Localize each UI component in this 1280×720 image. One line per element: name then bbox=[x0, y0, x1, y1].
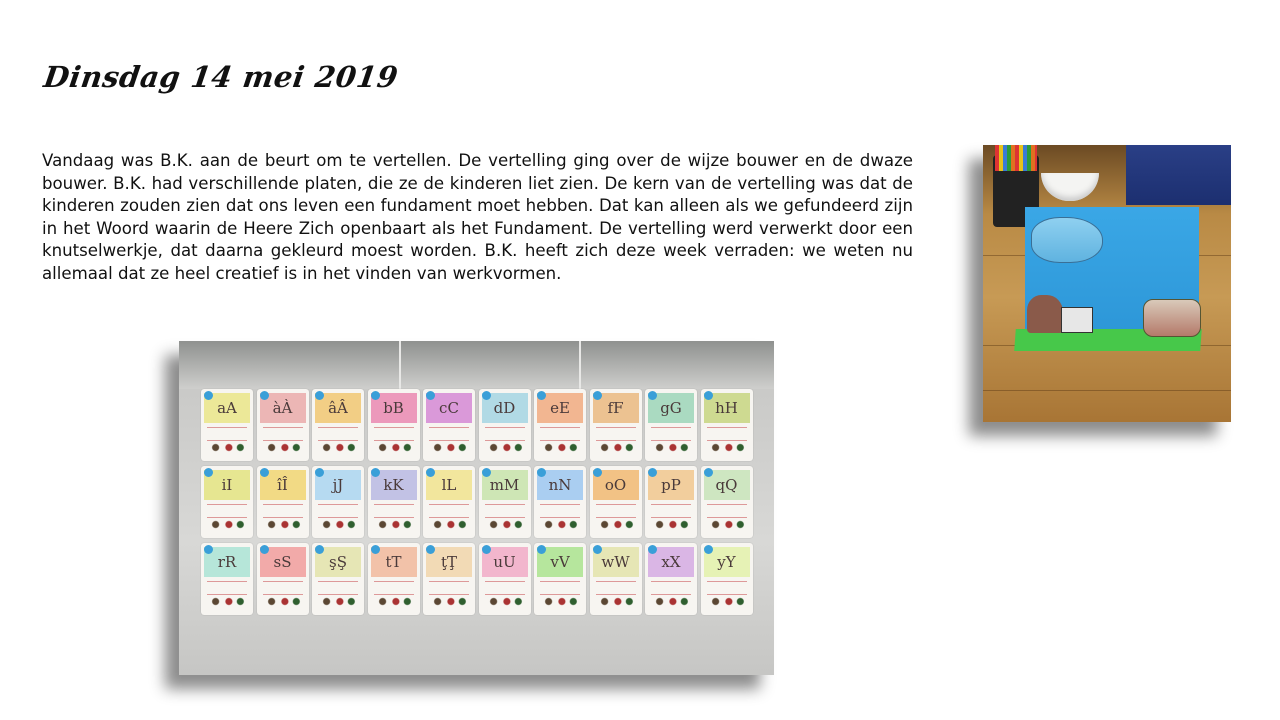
colored-pencils bbox=[995, 145, 1037, 171]
card-letters: mM bbox=[489, 476, 520, 494]
alphabet-card bbox=[479, 389, 531, 461]
alphabet-card bbox=[479, 543, 531, 615]
card-writing-lines bbox=[485, 581, 525, 595]
card-pictures bbox=[375, 596, 413, 607]
card-letters: gG bbox=[660, 399, 682, 417]
card-pictures bbox=[486, 596, 524, 607]
alphabet-poster-photo bbox=[179, 341, 774, 675]
card-pictures bbox=[597, 519, 635, 530]
card-letters: fF bbox=[607, 399, 624, 417]
card-letters: îÎ bbox=[277, 476, 288, 494]
alphabet-card bbox=[201, 466, 253, 538]
alphabet-card bbox=[201, 389, 253, 461]
card-pictures bbox=[486, 519, 524, 530]
card-writing-lines bbox=[596, 581, 636, 595]
card-writing-lines bbox=[207, 427, 247, 441]
card-letters: lL bbox=[441, 476, 457, 494]
card-writing-lines bbox=[263, 427, 303, 441]
card-writing-lines bbox=[485, 427, 525, 441]
card-writing-lines bbox=[651, 427, 691, 441]
card-pictures bbox=[208, 442, 246, 453]
card-pictures bbox=[264, 596, 302, 607]
card-letters: yY bbox=[717, 553, 736, 571]
alphabet-card bbox=[312, 389, 364, 461]
card-writing-lines bbox=[651, 504, 691, 518]
card-pictures bbox=[208, 596, 246, 607]
alphabet-card bbox=[645, 389, 697, 461]
card-writing-lines bbox=[374, 581, 414, 595]
card-pictures bbox=[541, 442, 579, 453]
card-pictures bbox=[597, 596, 635, 607]
card-writing-lines bbox=[707, 581, 747, 595]
card-pictures bbox=[375, 519, 413, 530]
alphabet-card bbox=[645, 543, 697, 615]
card-letters: cC bbox=[439, 399, 459, 417]
card-letters: şŞ bbox=[329, 553, 347, 571]
card-pictures bbox=[319, 519, 357, 530]
card-letters: dD bbox=[493, 399, 516, 417]
paper-rock-right bbox=[1143, 299, 1201, 337]
alphabet-card bbox=[701, 543, 753, 615]
alphabet-card bbox=[368, 543, 420, 615]
alphabet-card bbox=[423, 389, 475, 461]
card-writing-lines bbox=[651, 581, 691, 595]
card-writing-lines bbox=[318, 581, 358, 595]
card-letters: kK bbox=[383, 476, 404, 494]
card-writing-lines bbox=[540, 504, 580, 518]
ceiling-seam bbox=[579, 341, 581, 389]
card-pictures bbox=[652, 519, 690, 530]
card-writing-lines bbox=[596, 427, 636, 441]
alphabet-card bbox=[312, 543, 364, 615]
card-writing-lines bbox=[707, 504, 747, 518]
alphabet-card bbox=[645, 466, 697, 538]
card-pictures bbox=[375, 442, 413, 453]
card-writing-lines bbox=[374, 504, 414, 518]
card-pictures bbox=[430, 519, 468, 530]
card-pictures bbox=[319, 442, 357, 453]
alphabet-card bbox=[590, 466, 642, 538]
alphabet-card bbox=[257, 543, 309, 615]
paper-house bbox=[1061, 307, 1093, 333]
table-plank-line bbox=[983, 390, 1231, 391]
alphabet-card-grid bbox=[201, 389, 771, 627]
card-pictures bbox=[652, 596, 690, 607]
card-pictures bbox=[708, 596, 746, 607]
card-pictures bbox=[208, 519, 246, 530]
card-writing-lines bbox=[429, 581, 469, 595]
alphabet-card bbox=[368, 466, 420, 538]
alphabet-card bbox=[368, 389, 420, 461]
card-writing-lines bbox=[318, 504, 358, 518]
card-letters: uU bbox=[493, 553, 516, 571]
alphabet-card bbox=[701, 389, 753, 461]
card-letters: vV bbox=[550, 553, 570, 571]
card-letters: bB bbox=[383, 399, 404, 417]
card-writing-lines bbox=[540, 581, 580, 595]
alphabet-card bbox=[534, 543, 586, 615]
alphabet-card bbox=[257, 466, 309, 538]
card-writing-lines bbox=[374, 427, 414, 441]
card-letters: pP bbox=[661, 476, 681, 494]
card-pictures bbox=[541, 519, 579, 530]
card-letters: ţŢ bbox=[440, 553, 458, 571]
card-letters: tT bbox=[385, 553, 402, 571]
card-writing-lines bbox=[263, 504, 303, 518]
card-letters: oO bbox=[604, 476, 627, 494]
card-pictures bbox=[264, 442, 302, 453]
card-pictures bbox=[541, 596, 579, 607]
card-letters: iI bbox=[221, 476, 233, 494]
white-bowl bbox=[1041, 173, 1099, 201]
card-letters: nN bbox=[548, 476, 572, 494]
card-letters: rR bbox=[217, 553, 237, 571]
craft-project-photo bbox=[983, 145, 1231, 422]
alphabet-card bbox=[590, 543, 642, 615]
card-pictures bbox=[708, 442, 746, 453]
card-letters: xX bbox=[661, 553, 681, 571]
card-letters: àÀ bbox=[272, 399, 293, 417]
card-writing-lines bbox=[485, 504, 525, 518]
ceiling-seam bbox=[399, 341, 401, 389]
card-pictures bbox=[652, 442, 690, 453]
card-letters: wW bbox=[601, 553, 630, 571]
slide-body-text: Vandaag was B.K. aan de beurt om te vertellen. De vertelling ging over de wijze bouwer en de dwaze bouwer. B.K. had verschillende platen, die ze de kinderen liet zien. De kern van de vertelling was dat de kinderen zouden zien dat ons leven een fundament moet hebben. Dat kan alleen als we gefundeerd zijn in het Woord waarin de Heere Zich openbaart als het Fundament. De vertelling werd verwerkt door een knutselwerkje, dat daarna gekleurd moest worden. B.K. heeft zich deze week verraden: we weten nu allemaal dat ze heel creatief is in het vinden van werkvormen. bbox=[42, 151, 913, 283]
card-writing-lines bbox=[596, 504, 636, 518]
card-writing-lines bbox=[318, 427, 358, 441]
alphabet-card bbox=[423, 466, 475, 538]
card-letters: âÂ bbox=[328, 399, 348, 417]
alphabet-card bbox=[534, 466, 586, 538]
card-pictures bbox=[486, 442, 524, 453]
alphabet-card bbox=[590, 389, 642, 461]
alphabet-card bbox=[201, 543, 253, 615]
alphabet-card bbox=[312, 466, 364, 538]
card-writing-lines bbox=[707, 427, 747, 441]
card-pictures bbox=[708, 519, 746, 530]
ceiling bbox=[179, 341, 774, 389]
paper-cloud bbox=[1031, 217, 1103, 263]
card-writing-lines bbox=[263, 581, 303, 595]
card-letters: aA bbox=[217, 399, 237, 417]
paper-rock bbox=[1027, 295, 1063, 333]
card-writing-lines bbox=[540, 427, 580, 441]
card-letters: sS bbox=[273, 553, 292, 571]
card-pictures bbox=[430, 596, 468, 607]
card-writing-lines bbox=[429, 427, 469, 441]
card-writing-lines bbox=[429, 504, 469, 518]
alphabet-card bbox=[534, 389, 586, 461]
card-pictures bbox=[319, 596, 357, 607]
card-letters: qQ bbox=[715, 476, 738, 494]
alphabet-card bbox=[479, 466, 531, 538]
card-pictures bbox=[264, 519, 302, 530]
alphabet-card bbox=[423, 543, 475, 615]
card-pictures bbox=[597, 442, 635, 453]
card-letters: jJ bbox=[332, 476, 344, 494]
card-writing-lines bbox=[207, 581, 247, 595]
alphabet-card bbox=[701, 466, 753, 538]
card-pictures bbox=[430, 442, 468, 453]
card-letters: hH bbox=[715, 399, 738, 417]
slide-title: Dinsdag 14 mei 2019 bbox=[41, 60, 401, 94]
card-letters: eE bbox=[550, 399, 570, 417]
card-writing-lines bbox=[207, 504, 247, 518]
blue-cloth bbox=[1126, 145, 1231, 205]
alphabet-card bbox=[257, 389, 309, 461]
